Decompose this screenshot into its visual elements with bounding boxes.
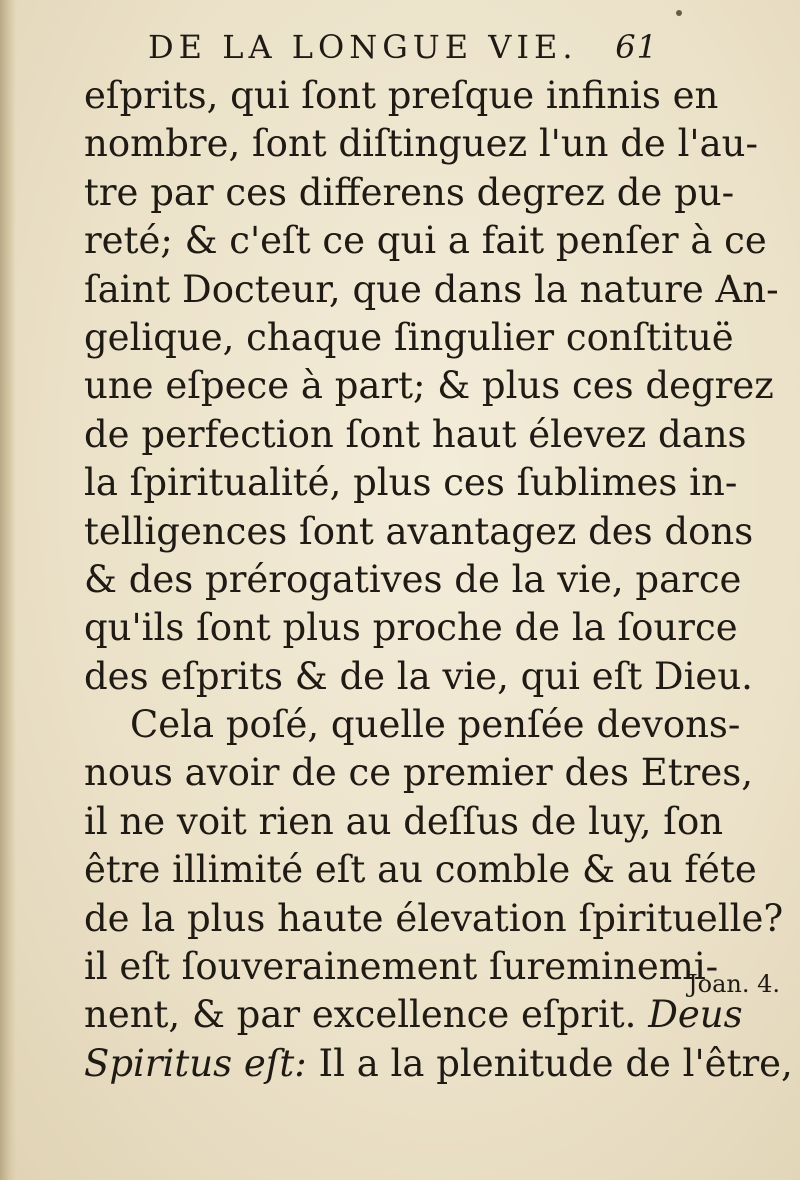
margin-reference: Joan. 4. [688,970,780,998]
text-line: qu'ils ſont plus proche de la ſource [84,606,738,650]
page-gutter-shadow [0,0,16,1180]
running-header [148,28,658,66]
quote-continuation-line [84,1040,793,1088]
text-line: & des prérogatives de la vie, parce [84,557,742,601]
paragraph-start-line: Cela poſé, quelle penſée devons- [130,703,741,747]
page-number: 61 [615,28,658,66]
text-line: eſprits, qui ſont preſque infinis en [84,74,719,117]
text-line: tre par ces differens degrez de pu- [84,170,735,214]
text-line: de la plus haute élevation ſpirituelle? [84,896,784,940]
text-line: de perfection ſont haut élevez dans [84,412,747,456]
running-title: DE LA LONGUE VIE. [148,28,578,66]
text-line: nombre, ſont diſtinguez l'un de l'au- [84,122,758,166]
text-line: ſaint Docteur, que dans la nature An- [84,267,779,311]
text-line: gelique, chaque ſingulier conſtituë [84,315,734,359]
text-line: une eſpece à part; & plus ces degrez [84,364,774,408]
text-line: nous avoir de ce premier des Etres, [84,751,753,795]
text-line: il eſt ſouverainement ſureminemi- [84,945,719,989]
paragraph-end-line: des eſprits & de la vie, qui eſt Dieu. [84,654,753,698]
latin-quote-start: Deus [648,993,743,1037]
quote-line [84,991,743,1039]
text-line: la ſpiritualité, plus ces ſublimes in- [84,461,738,505]
text-line: être illimité eſt au comble & au féte [84,848,757,892]
latin-quote-end: Spiritus eſt: [84,1041,307,1085]
ink-speck [676,10,682,16]
text-line: il ne voit rien au deſſus de luy, ſon [84,799,724,843]
text-line: reté; & c'eſt ce qui a fait penſer à ce [84,219,767,263]
text-fragment: Il a la plenitude de l'être, [318,1041,793,1085]
text-line: telligences ſont avantagez des dons [84,509,754,553]
text-fragment: nent, & par excellence eſprit. [84,993,637,1037]
